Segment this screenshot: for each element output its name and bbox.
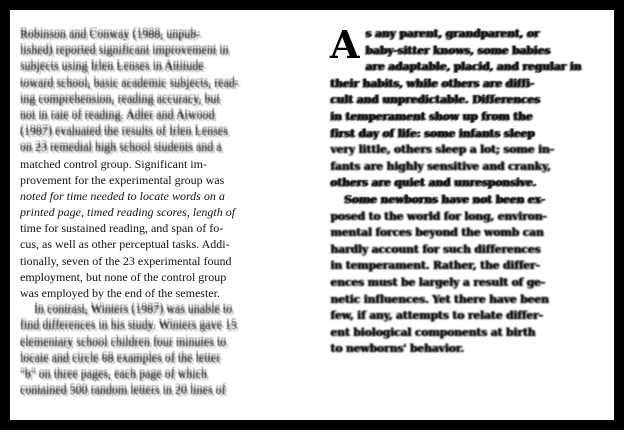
text-line: cus, as well as other perceptual tasks. Addi- bbox=[20, 237, 230, 252]
text-line: "b" on three pages, each page of which bbox=[20, 366, 208, 381]
text-line: cult and unpredictable. Differences bbox=[330, 93, 540, 107]
drop-cap-letter: A bbox=[330, 22, 360, 67]
text-line: find differences in his study. Winters gave 15 bbox=[20, 318, 237, 333]
text-line: lished) reported significant improvement in bbox=[20, 43, 229, 58]
text-line: few, if any, attempts to relate differ- bbox=[330, 309, 543, 323]
text-line: (1987) evaluated the results of Irlen Lenses bbox=[20, 124, 228, 139]
text-line: their habits, while others are diffi- bbox=[330, 76, 534, 90]
text-line: to newborns' behavior. bbox=[330, 342, 464, 356]
text-line: fants are highly sensitive and cranky, bbox=[330, 159, 551, 173]
text-line: posed to the world for long, environ- bbox=[330, 209, 547, 223]
text-line: subjects using Irlen Lenses in Attitude bbox=[20, 59, 204, 74]
text-line: in temperament show up from the bbox=[330, 109, 533, 123]
text-line: Robinson and Conway (1988, unpub- bbox=[20, 27, 201, 41]
text-line: provement for the experimental group was bbox=[20, 172, 225, 187]
text-line: ent biological components at birth bbox=[330, 325, 535, 339]
text-line: In contrast, Winters (1987) was unable to bbox=[34, 302, 233, 317]
text-line: Some newborns have not been ex- bbox=[344, 192, 545, 206]
text-line: very little, others sleep a lot; some in- bbox=[330, 143, 554, 157]
text-line: hardly account for such differences bbox=[330, 242, 541, 256]
text-line: matched control group. Significant im- bbox=[20, 156, 207, 171]
text-line: tionally, seven of the 23 experimental found bbox=[20, 253, 232, 268]
text-line: baby-sitter knows, some babies bbox=[365, 43, 551, 57]
text-line: printed page, timed reading scores, length of bbox=[20, 205, 236, 220]
text-line: are adaptable, placid, and regular in bbox=[365, 60, 582, 74]
text-line: in temperament. Rather, the differ- bbox=[330, 259, 540, 273]
text-line: ing comprehension, reading accuracy, but bbox=[20, 91, 220, 106]
text-line: employment, but none of the control group bbox=[20, 269, 227, 284]
text-line: time for sustained reading, and span of fo- bbox=[20, 221, 224, 236]
document-page bbox=[10, 10, 614, 420]
text-line: was employed by the end of the semester. bbox=[20, 286, 220, 300]
text-line: contained 500 random letters in 20 lines of bbox=[20, 383, 226, 398]
text-line: first day of life: some infants sleep bbox=[330, 126, 535, 140]
text-line: locate and circle 68 examples of the letter bbox=[20, 350, 221, 365]
text-line: on 23 remedial high school students and a bbox=[20, 140, 222, 155]
text-line: not in rate of reading. Adler and Atwood bbox=[20, 107, 215, 122]
text-line: elementary school children four minutes to bbox=[20, 334, 227, 349]
text-line: s any parent, grandparent, or bbox=[365, 27, 540, 40]
left-text-column bbox=[20, 26, 302, 398]
text-line: netic influences. Yet there have been bbox=[330, 292, 549, 306]
text-line: others are quiet and unresponsive. bbox=[330, 176, 537, 190]
text-line: toward school, basic academic subjects, read- bbox=[20, 75, 239, 90]
right-text-column bbox=[330, 22, 604, 358]
text-line: mental forces beyond the womb can bbox=[330, 226, 544, 240]
text-line: noted for time needed to locate words on a bbox=[20, 188, 225, 203]
text-line: ences must be largely a result of ge- bbox=[330, 275, 545, 289]
